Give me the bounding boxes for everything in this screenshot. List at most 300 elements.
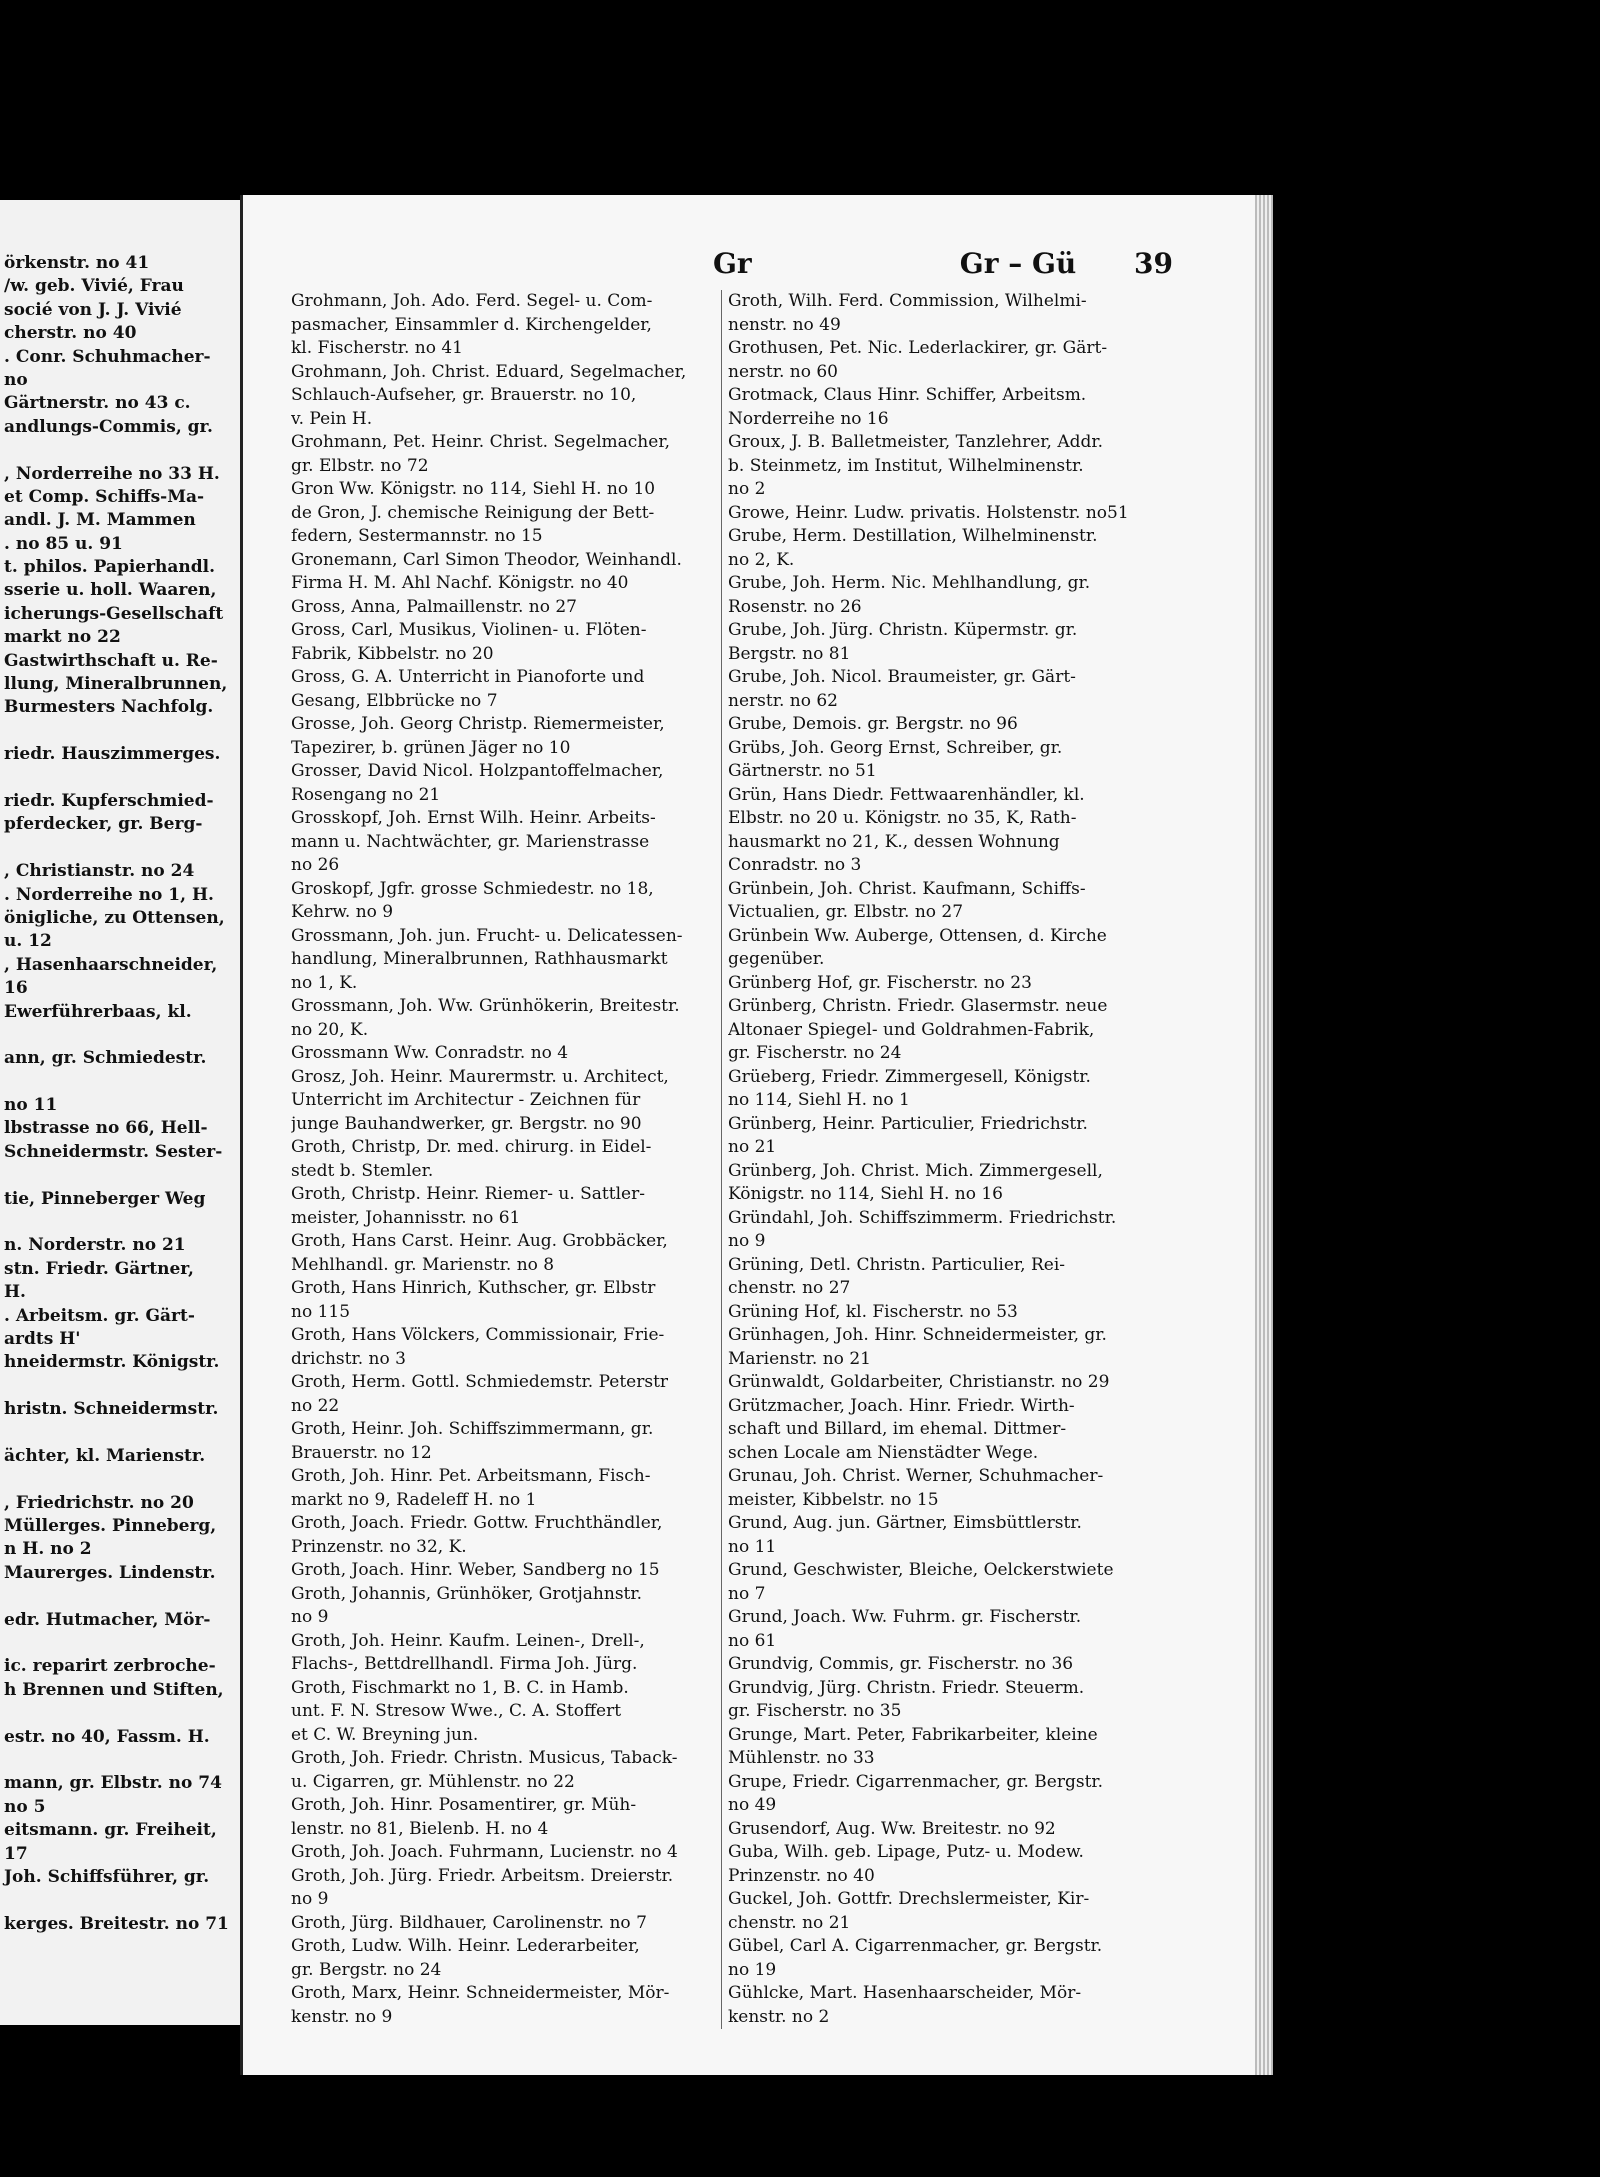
entry-line: v. Pein H. xyxy=(291,408,373,429)
entry-line: Groux, J. B. Balletmeister, Tanzlehrer, Addr. xyxy=(728,432,1104,452)
entry-line: Norderreihe no 16 xyxy=(728,408,889,429)
left-page-line: mann, gr. Elbstr. no 74 xyxy=(4,1773,222,1794)
left-page-line: /w. geb. Vivié, Frau xyxy=(4,276,184,297)
entry-line: Grusendorf, Aug. Ww. Breitestr. no 92 xyxy=(728,1818,1056,1839)
entry-line: gr. Elbstr. no 72 xyxy=(291,455,429,476)
left-page-line: . Arbeitsm. gr. Gärt- xyxy=(4,1305,195,1326)
entry-line: Groth, Joh. Heinr. Kaufm. Leinen-, Drell-, xyxy=(291,1630,645,1651)
left-page-line: h Brennen und Stiften, xyxy=(4,1679,224,1700)
left-page-line: andlungs-Commis, gr. xyxy=(4,416,213,437)
directory-entry xyxy=(728,1371,1158,1395)
directory-entry xyxy=(728,1559,1158,1606)
entry-line: Grohmann, Joh. Christ. Eduard, Segelmacher, xyxy=(291,361,687,382)
entry-line: Grün, Hans Diedr. Fettwaarenhändler, kl. xyxy=(728,784,1085,805)
left-page-line: Schneidermstr. Sester- xyxy=(4,1141,223,1162)
left-page-line xyxy=(4,720,257,743)
entry-line: Guckel, Joh. Gottfr. Drechslermeister, Kir- xyxy=(728,1889,1090,1909)
directory-entry xyxy=(291,1583,721,1630)
entry-line: Gesang, Elbbrücke no 7 xyxy=(291,690,498,711)
left-page-line xyxy=(4,1164,257,1187)
directory-entry xyxy=(291,1136,721,1183)
left-page-line xyxy=(4,1889,257,1912)
entry-line: Grosser, David Nicol. Holzpantoffelmacher, xyxy=(291,761,664,781)
left-page-line: edr. Hutmacher, Mör- xyxy=(4,1609,211,1630)
entry-line: handlung, Mineralbrunnen, Rathhausmarkt xyxy=(291,949,668,969)
left-page-line xyxy=(4,1024,257,1047)
entry-line: Gron Ww. Königstr. no 114, Siehl H. no 10 xyxy=(291,479,656,499)
directory-entry xyxy=(728,1771,1158,1818)
directory-entry xyxy=(291,361,721,432)
left-page-line: et Comp. Schiffs-Ma- xyxy=(4,486,205,507)
directory-entry xyxy=(728,290,1158,337)
left-page-line: Maurerges. Lindenstr. xyxy=(4,1562,216,1583)
directory-entry xyxy=(728,1395,1158,1466)
entry-line: Grupe, Friedr. Cigarrenmacher, gr. Bergstr. xyxy=(728,1771,1104,1792)
left-page-line: , Friedrichstr. no 20 xyxy=(4,1492,194,1513)
entry-line: Groth, Fischmarkt no 1, B. C. in Hamb. xyxy=(291,1677,629,1698)
entry-line: de Gron, J. chemische Reinigung der Bett- xyxy=(291,502,655,523)
entry-line: schen Locale am Nienstädter Wege. xyxy=(728,1442,1039,1463)
directory-entry xyxy=(728,572,1158,619)
entry-line: Groth, Christp, Dr. med. chirurg. in Eidel- xyxy=(291,1137,652,1157)
entry-line: Gross, G. A. Unterricht in Pianoforte und xyxy=(291,667,645,687)
entry-line: Unterricht im Architectur - Zeichnen für xyxy=(291,1090,641,1110)
directory-entry xyxy=(291,666,721,713)
entry-line: Groth, Heinr. Joh. Schiffszimmermann, gr. xyxy=(291,1419,654,1439)
directory-entry xyxy=(291,1371,721,1418)
entry-line: no 9 xyxy=(291,1889,329,1909)
entry-line: Schlauch-Aufseher, gr. Brauerstr. no 10, xyxy=(291,385,637,405)
entry-line: meister, Kibbelstr. no 15 xyxy=(728,1489,939,1510)
directory-entry xyxy=(291,1066,721,1137)
entry-line: Groth, Herm. Gottl. Schmiedemstr. Peterstr xyxy=(291,1372,669,1392)
entry-line: Prinzenstr. no 32, K. xyxy=(291,1536,467,1557)
directory-entry xyxy=(291,1841,721,1865)
left-page-line: kerges. Breitestr. no 71 xyxy=(4,1913,229,1934)
entry-line: gr. Fischerstr. no 24 xyxy=(728,1043,902,1063)
entry-line: Bergstr. no 81 xyxy=(728,643,851,664)
directory-entry xyxy=(291,1794,721,1841)
directory-entry xyxy=(291,925,721,996)
entry-line: kenstr. no 9 xyxy=(291,2006,393,2027)
column-header-left: Gr xyxy=(713,247,752,280)
left-page-line xyxy=(4,1422,257,1445)
left-page-fragment xyxy=(0,200,257,2025)
entry-line: kenstr. no 2 xyxy=(728,2006,830,2027)
directory-entry xyxy=(728,1818,1158,1842)
entry-line: Groth, Joh. Hinr. Pet. Arbeitsmann, Fisch- xyxy=(291,1466,651,1486)
directory-entry xyxy=(728,1113,1158,1160)
entry-line: b. Steinmetz, im Institut, Wilhelminenstr. xyxy=(728,455,1084,476)
directory-entry xyxy=(291,549,721,596)
left-page-line: Gastwirthschaft u. Re- xyxy=(4,650,218,671)
left-page-line: no 5 xyxy=(4,1796,46,1817)
entry-line: no 19 xyxy=(728,1959,777,1980)
directory-entry xyxy=(291,1183,721,1230)
left-page-line: . no 85 u. 91 xyxy=(4,533,123,554)
entry-line: Marienstr. no 21 xyxy=(728,1348,871,1369)
entry-line: Grosse, Joh. Georg Christp. Riemermeister, xyxy=(291,714,665,734)
entry-line: Gross, Anna, Palmaillenstr. no 27 xyxy=(291,596,577,617)
entry-line: no 114, Siehl H. no 1 xyxy=(728,1090,910,1110)
directory-entry xyxy=(728,1935,1158,1982)
directory-entry xyxy=(291,1277,721,1324)
entry-line: Grünbein Ww. Auberge, Ottensen, d. Kirche xyxy=(728,925,1107,946)
entry-line: no 9 xyxy=(291,1607,329,1627)
directory-column-left xyxy=(291,290,721,2029)
directory-entry xyxy=(728,1677,1158,1724)
left-page-line: ann, gr. Schmiedestr. xyxy=(4,1048,207,1069)
entry-line: Grüning Hof, kl. Fischerstr. no 53 xyxy=(728,1301,1018,1322)
entry-line: Rosenstr. no 26 xyxy=(728,596,862,617)
directory-entry xyxy=(728,972,1158,996)
entry-line: Grosz, Joh. Heinr. Maurermstr. u. Architect, xyxy=(291,1066,669,1087)
directory-entry xyxy=(728,995,1158,1066)
entry-line: no 20, K. xyxy=(291,1019,369,1040)
directory-entry xyxy=(291,1230,721,1277)
entry-line: kl. Fischerstr. no 41 xyxy=(291,338,464,358)
left-page-line: , Norderreihe no 33 H. xyxy=(4,463,220,484)
left-page-line: lbstrasse no 66, Hell- xyxy=(4,1118,208,1139)
directory-entry xyxy=(291,1465,721,1512)
entry-line: stedt b. Stemler. xyxy=(291,1160,434,1181)
entry-line: Grossmann, Joh. jun. Frucht- u. Delicatessen- xyxy=(291,925,683,946)
left-page-lines xyxy=(4,252,257,1936)
column-header-right: Gr – Gü xyxy=(959,247,1077,280)
left-page-line: ardts H' xyxy=(4,1328,81,1349)
entry-line: markt no 9, Radeleff H. no 1 xyxy=(291,1489,537,1510)
directory-entry xyxy=(291,290,721,361)
entry-line: Growe, Heinr. Ludw. privatis. Holstenstr. no51 xyxy=(728,502,1129,523)
entry-line: no 2 xyxy=(728,479,766,499)
entry-line: nerstr. no 62 xyxy=(728,690,838,711)
directory-entry xyxy=(728,1066,1158,1113)
left-page-line xyxy=(4,1632,257,1655)
left-page-line xyxy=(4,1749,257,1772)
entry-line: Groth, Wilh. Ferd. Commission, Wilhelmi- xyxy=(728,291,1087,311)
entry-line: Grube, Joh. Nicol. Braumeister, gr. Gärt- xyxy=(728,667,1076,687)
entry-line: Tapezirer, b. grünen Jäger no 10 xyxy=(291,737,571,758)
entry-line: Groth, Jürg. Bildhauer, Carolinenstr. no 7 xyxy=(291,1912,647,1933)
entry-line: Grohmann, Pet. Heinr. Christ. Segelmacher, xyxy=(291,432,670,452)
entry-line: Gübel, Carl A. Cigarrenmacher, gr. Bergstr. xyxy=(728,1936,1103,1956)
entry-line: Groth, Joach. Hinr. Weber, Sandberg no 15 xyxy=(291,1560,660,1580)
entry-line: Grossmann Ww. Conradstr. no 4 xyxy=(291,1043,569,1063)
entry-line: Elbstr. no 20 u. Königstr. no 35, K, Rath- xyxy=(728,808,1077,828)
left-page-line xyxy=(4,1702,257,1725)
directory-entry xyxy=(728,619,1158,666)
directory-entry xyxy=(291,596,721,620)
entry-line: Groth, Joach. Friedr. Gottw. Fruchthändler, xyxy=(291,1513,663,1533)
entry-line: Mühlenstr. no 33 xyxy=(728,1748,875,1768)
entry-line: Guba, Wilh. geb. Lipage, Putz- u. Modew. xyxy=(728,1842,1084,1862)
entry-line: no 11 xyxy=(728,1536,777,1557)
directory-entry xyxy=(291,478,721,502)
left-page-line: Burmesters Nachfolg. xyxy=(4,697,214,718)
entry-line: Gronemann, Carl Simon Theodor, Weinhandl. xyxy=(291,549,682,570)
directory-entry xyxy=(291,1559,721,1583)
entry-line: Gründahl, Joh. Schiffszimmerm. Friedrichstr. xyxy=(728,1207,1117,1228)
entry-line: Grünbein, Joh. Christ. Kaufmann, Schiffs- xyxy=(728,878,1086,899)
entry-line: Grotmack, Claus Hinr. Schiffer, Arbeitsm. xyxy=(728,385,1087,405)
directory-entry xyxy=(728,925,1158,972)
left-page-line: n H. no 2 xyxy=(4,1539,92,1560)
entry-line: Grützmacher, Joach. Hinr. Friedr. Wirth- xyxy=(728,1395,1075,1416)
left-page-line: u. 12 xyxy=(4,931,52,952)
directory-entry xyxy=(728,1653,1158,1677)
directory-entry xyxy=(291,1630,721,1748)
directory-entry xyxy=(291,502,721,549)
directory-entry xyxy=(728,784,1158,878)
left-page-line: . Norderreihe no 1, H. xyxy=(4,884,214,905)
entry-line: Grüning, Detl. Christn. Particulier, Rei- xyxy=(728,1254,1065,1275)
left-page-line: hristn. Schneidermstr. xyxy=(4,1399,219,1420)
directory-entry xyxy=(291,431,721,478)
entry-line: Fabrik, Kibbelstr. no 20 xyxy=(291,643,494,664)
left-page-line: riedr. Kupferschmied- xyxy=(4,790,214,811)
entry-line: chenstr. no 21 xyxy=(728,1912,851,1933)
entry-line: Grünhagen, Joh. Hinr. Schneidermeister, gr. xyxy=(728,1325,1107,1345)
directory-entry xyxy=(291,1747,721,1794)
entry-line: Groth, Hans Carst. Heinr. Aug. Grobbäcker, xyxy=(291,1231,668,1251)
left-page-line: ächter, kl. Marienstr. xyxy=(4,1445,206,1466)
directory-entry xyxy=(728,1324,1158,1371)
entry-line: no 21 xyxy=(728,1137,777,1157)
entry-line: no 26 xyxy=(291,855,340,875)
directory-entry xyxy=(728,1841,1158,1888)
entry-line: no 2, K. xyxy=(728,549,795,570)
entry-line: Grünberg, Heinr. Particulier, Friedrichstr. xyxy=(728,1113,1088,1134)
directory-entry xyxy=(291,995,721,1042)
entry-line: Victualien, gr. Elbstr. no 27 xyxy=(728,902,964,922)
directory-entry xyxy=(728,525,1158,572)
left-page-line: H. xyxy=(4,1282,26,1303)
entry-line: Flachs-, Bettdrellhandl. Firma Joh. Jürg. xyxy=(291,1654,638,1674)
entry-line: Gärtnerstr. no 51 xyxy=(728,761,877,781)
entry-line: Grohmann, Joh. Ado. Ferd. Segel- u. Com- xyxy=(291,291,653,311)
entry-line: no 9 xyxy=(728,1231,766,1251)
directory-entry xyxy=(728,1982,1158,2029)
entry-line: Prinzenstr. no 40 xyxy=(728,1865,875,1886)
left-page-line: n. Norderstr. no 21 xyxy=(4,1235,186,1256)
directory-entry xyxy=(291,1418,721,1465)
directory-entry xyxy=(291,619,721,666)
entry-line: Grunau, Joh. Christ. Werner, Schuhmacher- xyxy=(728,1466,1104,1486)
directory-entry xyxy=(728,1301,1158,1325)
left-page-line: markt no 22 xyxy=(4,627,121,648)
left-page-line: Joh. Schiffsführer, gr. xyxy=(4,1866,210,1887)
directory-entry xyxy=(291,1982,721,2029)
entry-line: Altonaer Spiegel- und Goldrahmen-Fabrik, xyxy=(728,1019,1095,1040)
entry-line: Grundvig, Commis, gr. Fischerstr. no 36 xyxy=(728,1654,1074,1674)
entry-line: Groth, Hans Hinrich, Kuthscher, gr. Elbstr xyxy=(291,1278,656,1298)
entry-line: Mehlhandl. gr. Marienstr. no 8 xyxy=(291,1254,555,1275)
entry-line: Groth, Ludw. Wilh. Heinr. Lederarbeiter, xyxy=(291,1936,640,1956)
left-page-line: 16 xyxy=(4,978,28,999)
left-page-line xyxy=(4,1071,257,1094)
entry-line: Grüeberg, Friedr. Zimmergesell, Königstr. xyxy=(728,1066,1091,1087)
directory-entry xyxy=(291,1042,721,1066)
left-page-line: socié von J. J. Vivié xyxy=(4,299,182,320)
left-page-line xyxy=(4,1585,257,1608)
entry-line: Gühlcke, Mart. Hasenhaarscheider, Mör- xyxy=(728,1983,1082,2003)
entry-line: Königstr. no 114, Siehl H. no 16 xyxy=(728,1184,1003,1204)
entry-line: no 1, K. xyxy=(291,972,358,993)
directory-entry xyxy=(728,878,1158,925)
left-page-line: pferdecker, gr. Berg- xyxy=(4,814,203,835)
left-page-line: önigliche, zu Ottensen, xyxy=(4,907,225,928)
entry-line: gr. Bergstr. no 24 xyxy=(291,1959,442,1980)
left-page-line: eitsmann. gr. Freiheit, xyxy=(4,1820,217,1841)
entry-line: Grund, Aug. jun. Gärtner, Eimsbüttlerstr. xyxy=(728,1513,1082,1533)
entry-line: hausmarkt no 21, K., dessen Wohnung xyxy=(728,831,1060,852)
entry-line: Grünberg, Christn. Friedr. Glasermstr. neue xyxy=(728,996,1108,1016)
left-page-line: Ewerführerbaas, kl. xyxy=(4,1001,192,1022)
entry-line: Grund, Geschwister, Bleiche, Oelckerstwiete xyxy=(728,1560,1114,1580)
directory-entry xyxy=(728,1254,1158,1301)
right-page xyxy=(240,195,1268,2075)
entry-line: Groth, Joh. Jürg. Friedr. Arbeitsm. Dreierstr. xyxy=(291,1865,674,1886)
entry-line: drichstr. no 3 xyxy=(291,1348,406,1369)
entry-line: pasmacher, Einsammler d. Kirchengelder, xyxy=(291,314,652,335)
entry-line: Grube, Joh. Jürg. Christn. Küpermstr. gr. xyxy=(728,620,1078,640)
directory-entry xyxy=(291,1512,721,1559)
entry-line: meister, Johannisstr. no 61 xyxy=(291,1207,521,1228)
entry-line: Firma H. M. Ahl Nachf. Königstr. no 40 xyxy=(291,573,629,593)
directory-entry xyxy=(728,337,1158,384)
directory-entry xyxy=(728,1724,1158,1771)
directory-entry xyxy=(728,666,1158,713)
left-page-line xyxy=(4,767,257,790)
directory-entry xyxy=(291,878,721,925)
entry-line: no 115 xyxy=(291,1301,351,1322)
entry-line: gegenüber. xyxy=(728,949,825,969)
left-page-line: , Hasenhaarschneider, xyxy=(4,954,218,975)
directory-entry xyxy=(728,502,1158,526)
page-edge-stack xyxy=(1255,195,1273,2075)
left-page-line: andl. J. M. Mammen xyxy=(4,510,196,531)
entry-line: Groth, Johannis, Grünhöker, Grotjahnstr. xyxy=(291,1583,643,1604)
left-page-line: no xyxy=(4,369,28,390)
entry-line: lenstr. no 81, Bielenb. H. no 4 xyxy=(291,1818,549,1839)
left-page-line xyxy=(4,439,257,462)
directory-entry xyxy=(728,1160,1158,1207)
entry-line: Grünwaldt, Goldarbeiter, Christianstr. no 29 xyxy=(728,1372,1110,1392)
directory-entry xyxy=(291,760,721,807)
entry-line: Grünberg Hof, gr. Fischerstr. no 23 xyxy=(728,972,1032,993)
entry-line: no 49 xyxy=(728,1795,777,1815)
entry-line: mann u. Nachtwächter, gr. Marienstrasse xyxy=(291,831,650,852)
left-page-line: cherstr. no 40 xyxy=(4,323,137,344)
left-page-line: Müllerges. Pinneberg, xyxy=(4,1516,217,1537)
entry-line: Grube, Demois. gr. Bergstr. no 96 xyxy=(728,714,1018,734)
entry-line: Groth, Joh. Friedr. Christn. Musicus, Taback- xyxy=(291,1748,678,1768)
entry-line: Grünberg, Joh. Christ. Mich. Zimmergesell, xyxy=(728,1160,1103,1181)
directory-entry xyxy=(291,713,721,760)
directory-entry xyxy=(291,1912,721,1936)
left-page-line: estr. no 40, Fassm. H. xyxy=(4,1726,210,1747)
entry-line: Groth, Christp. Heinr. Riemer- u. Sattler- xyxy=(291,1184,645,1204)
entry-line: Gross, Carl, Musikus, Violinen- u. Flöten- xyxy=(291,620,647,640)
left-page-line: stn. Friedr. Gärtner, xyxy=(4,1258,194,1279)
entry-line: Conradstr. no 3 xyxy=(728,855,862,875)
left-page-line: riedr. Hauszimmerges. xyxy=(4,744,221,765)
entry-line: Groth, Joh. Hinr. Posamentirer, gr. Müh- xyxy=(291,1795,637,1815)
directory-entry xyxy=(728,1606,1158,1653)
directory-entry xyxy=(728,1207,1158,1254)
entry-line: Grube, Herm. Destillation, Wilhelminenstr. xyxy=(728,526,1098,546)
page-number: 39 xyxy=(1134,247,1173,280)
left-page-line: Gärtnerstr. no 43 c. xyxy=(4,393,191,414)
left-page-line: . Conr. Schuhmacher- xyxy=(4,346,211,367)
directory-entry xyxy=(728,384,1158,431)
entry-line: Groth, Hans Völckers, Commissionair, Frie- xyxy=(291,1325,665,1345)
entry-line: nenstr. no 49 xyxy=(728,314,841,335)
entry-line: Kehrw. no 9 xyxy=(291,902,394,922)
entry-line: gr. Fischerstr. no 35 xyxy=(728,1701,902,1721)
entry-line: Grube, Joh. Herm. Nic. Mehlhandlung, gr. xyxy=(728,573,1091,593)
left-page-line: icherungs-Gesellschaft xyxy=(4,603,224,624)
entry-line: nerstr. no 60 xyxy=(728,361,838,382)
directory-entry xyxy=(728,1465,1158,1512)
directory-entry xyxy=(728,713,1158,737)
left-page-line xyxy=(4,1468,257,1491)
directory-entry xyxy=(291,807,721,878)
entry-line: u. Cigarren, gr. Mühlenstr. no 22 xyxy=(291,1771,575,1792)
entry-line: Grübs, Joh. Georg Ernst, Schreiber, gr. xyxy=(728,737,1063,758)
entry-line: Rosengang no 21 xyxy=(291,784,441,805)
left-page-line: sserie u. holl. Waaren, xyxy=(4,580,217,601)
left-page-line: örkenstr. no 41 xyxy=(4,253,150,273)
directory-entry xyxy=(728,431,1158,502)
entry-line: federn, Sestermannstr. no 15 xyxy=(291,526,543,546)
directory-entry xyxy=(728,1512,1158,1559)
directory-entry xyxy=(728,1888,1158,1935)
left-page-line: 17 xyxy=(4,1843,28,1864)
entry-line: no 61 xyxy=(728,1630,777,1651)
directory-entry xyxy=(291,1324,721,1371)
left-page-line xyxy=(4,1211,257,1234)
left-page-line: tie, Pinneberger Weg xyxy=(4,1188,206,1209)
directory-entry xyxy=(291,1935,721,1982)
left-page-line: t. philos. Papierhandl. xyxy=(4,557,216,578)
entry-line: Grossmann, Joh. Ww. Grünhökerin, Breitestr. xyxy=(291,996,680,1016)
entry-line: chenstr. no 27 xyxy=(728,1278,851,1298)
entry-line: junge Bauhandwerker, gr. Bergstr. no 90 xyxy=(291,1113,642,1134)
entry-line: Grosskopf, Joh. Ernst Wilh. Heinr. Arbeits- xyxy=(291,808,656,828)
directory-column-right xyxy=(721,290,1158,2029)
entry-line: Groskopf, Jgfr. grosse Schmiedestr. no 18, xyxy=(291,878,654,899)
entry-line: Grunge, Mart. Peter, Fabrikarbeiter, kleine xyxy=(728,1724,1098,1745)
left-page-line xyxy=(4,1375,257,1398)
entry-line: no 7 xyxy=(728,1583,766,1604)
entry-line: Grundvig, Jürg. Christn. Friedr. Steuerm. xyxy=(728,1677,1085,1698)
entry-line: no 22 xyxy=(291,1395,340,1416)
directory-entry xyxy=(291,1865,721,1912)
left-page-line: no 11 xyxy=(4,1095,58,1116)
left-page-line: , Christianstr. no 24 xyxy=(4,861,195,882)
entry-line: Groth, Joh. Joach. Fuhrmann, Lucienstr. no 4 xyxy=(291,1842,678,1862)
directory-entry xyxy=(728,737,1158,784)
entry-line: unt. F. N. Stresow Wwe., C. A. Stoffert xyxy=(291,1701,622,1721)
entry-line: Grund, Joach. Ww. Fuhrm. gr. Fischerstr. xyxy=(728,1607,1082,1627)
left-page-line: llung, Mineralbrunnen, xyxy=(4,674,228,695)
left-page-line: ic. reparirt zerbroche- xyxy=(4,1656,216,1677)
entry-line: Groth, Marx, Heinr. Schneidermeister, Mör- xyxy=(291,1983,670,2003)
entry-line: Grothusen, Pet. Nic. Lederlackirer, gr. Gärt- xyxy=(728,338,1108,358)
entry-line: et C. W. Breyning jun. xyxy=(291,1724,479,1745)
left-page-line: hneidermstr. Königstr. xyxy=(4,1352,220,1373)
